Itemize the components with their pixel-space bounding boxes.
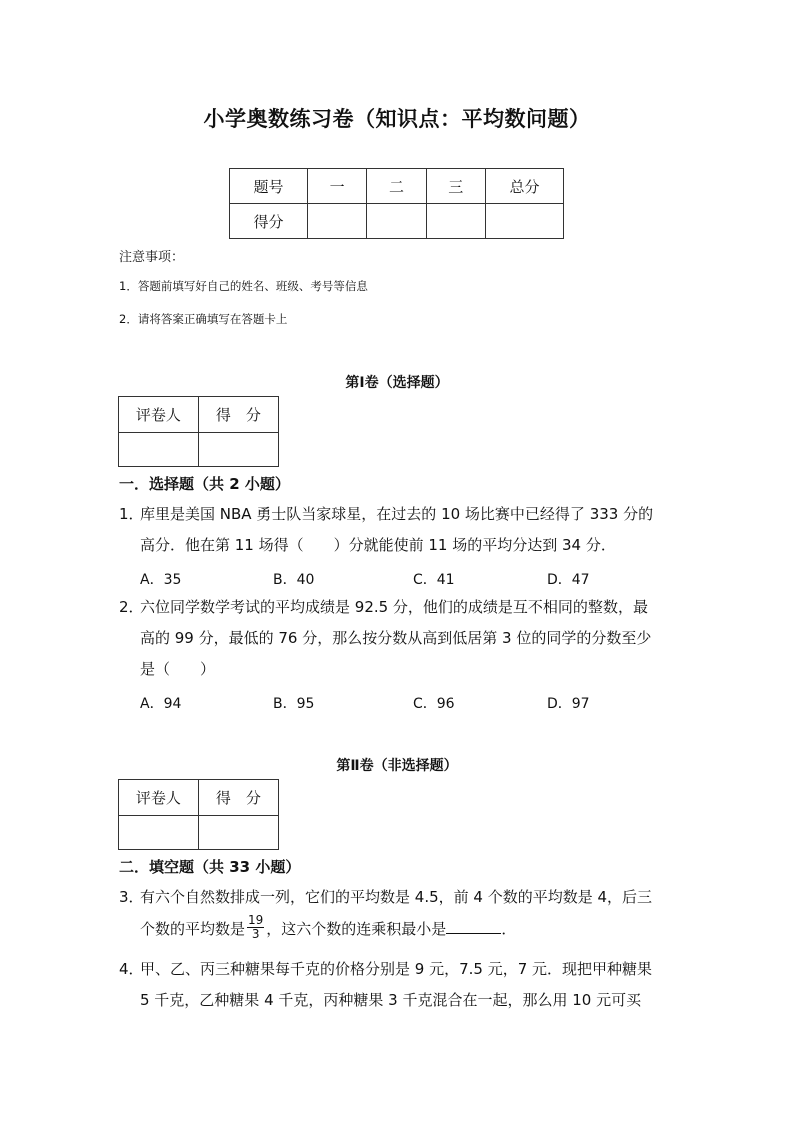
question-number: 2．: [119, 598, 144, 616]
grader-reviewer-cell: [119, 433, 199, 467]
page-title: 小学奥数练习卷（知识点：平均数问题）: [203, 107, 591, 131]
question-text: 高分．他在第 11 场得（ ）分就能使前 11 场的平均分达到 34 分．: [140, 536, 616, 554]
score-table-row-label: 得分: [230, 204, 308, 239]
question-text: 库里是美国 NBA 勇士队当家球星，在过去的 10 场比赛中已经得了 333 分的: [140, 505, 654, 523]
score-cell: [367, 204, 426, 239]
score-table: [229, 168, 564, 239]
grader-score-label: 得 分: [198, 397, 278, 433]
score-table-header-cell: 一: [308, 169, 367, 204]
question-text: ．: [501, 920, 517, 938]
score-cell: [426, 204, 485, 239]
grader-score-cell: [198, 816, 278, 850]
option-a: A．35: [140, 572, 182, 588]
grader-reviewer-label: 评卷人: [119, 397, 199, 433]
grader-box-2: [118, 779, 279, 850]
answer-blank[interactable]: [446, 919, 501, 934]
score-table-header-cell: 题号: [230, 169, 308, 204]
fraction: [247, 914, 264, 941]
option-d: D．97: [547, 696, 590, 712]
option-b: B．40: [273, 572, 315, 588]
notice-heading: 注意事项：: [119, 250, 185, 265]
question-number: 3．: [119, 888, 144, 906]
option-b: B．95: [273, 696, 315, 712]
part2-title: 第Ⅱ卷（非选择题）: [336, 758, 458, 774]
part1-title: 第Ⅰ卷（选择题）: [345, 375, 449, 391]
section-choice-title: 一．选择题（共 2 小题）: [119, 475, 290, 493]
question-text: 个数的平均数是: [140, 920, 246, 938]
question-number: 1．: [119, 505, 144, 523]
question-text: 5 千克，乙种糖果 4 千克，丙种糖果 3 千克混合在一起，那么用 10 元可买: [140, 991, 642, 1009]
option-a: A．94: [140, 696, 182, 712]
score-table-header-cell: 三: [426, 169, 485, 204]
notice-item: 1．答题前填写好自己的姓名、班级、考号等信息: [119, 279, 368, 293]
grader-score-label: 得 分: [198, 780, 278, 816]
question-text: 高的 99 分，最低的 76 分，那么按分数从高到低居第 3 位的同学的分数至少: [140, 629, 652, 647]
notice-item: 2．请将答案正确填写在答题卡上: [119, 312, 288, 326]
option-c: C．41: [413, 572, 455, 588]
score-cell: [485, 204, 563, 239]
score-table-header-cell: 总分: [485, 169, 563, 204]
fraction-numerator: 19: [248, 913, 264, 927]
fraction-denominator: 3: [251, 927, 260, 941]
grader-score-cell: [198, 433, 278, 467]
question-text: 甲、乙、丙三种糖果每千克的价格分别是 9 元，7.5 元，7 元．现把甲种糖果: [140, 960, 653, 978]
option-c: C．96: [413, 696, 455, 712]
question-text: ，这六个数的连乘积最小是: [266, 920, 447, 938]
question-text: 有六个自然数排成一列，它们的平均数是 4.5，前 4 个数的平均数是 4，后三: [140, 888, 653, 906]
grader-reviewer-label: 评卷人: [119, 780, 199, 816]
score-cell: [308, 204, 367, 239]
question-number: 4．: [119, 960, 144, 978]
option-d: D．47: [547, 572, 590, 588]
question-text: 六位同学数学考试的平均成绩是 92.5 分，他们的成绩是互不相同的整数，最: [140, 598, 648, 616]
grader-reviewer-cell: [119, 816, 199, 850]
question-text-line: [140, 914, 516, 945]
section-fill-title: 二．填空题（共 33 小题）: [119, 858, 301, 876]
score-table-header-cell: 二: [367, 169, 426, 204]
question-text: 是（ ）: [140, 660, 216, 678]
grader-box-1: [118, 396, 279, 467]
